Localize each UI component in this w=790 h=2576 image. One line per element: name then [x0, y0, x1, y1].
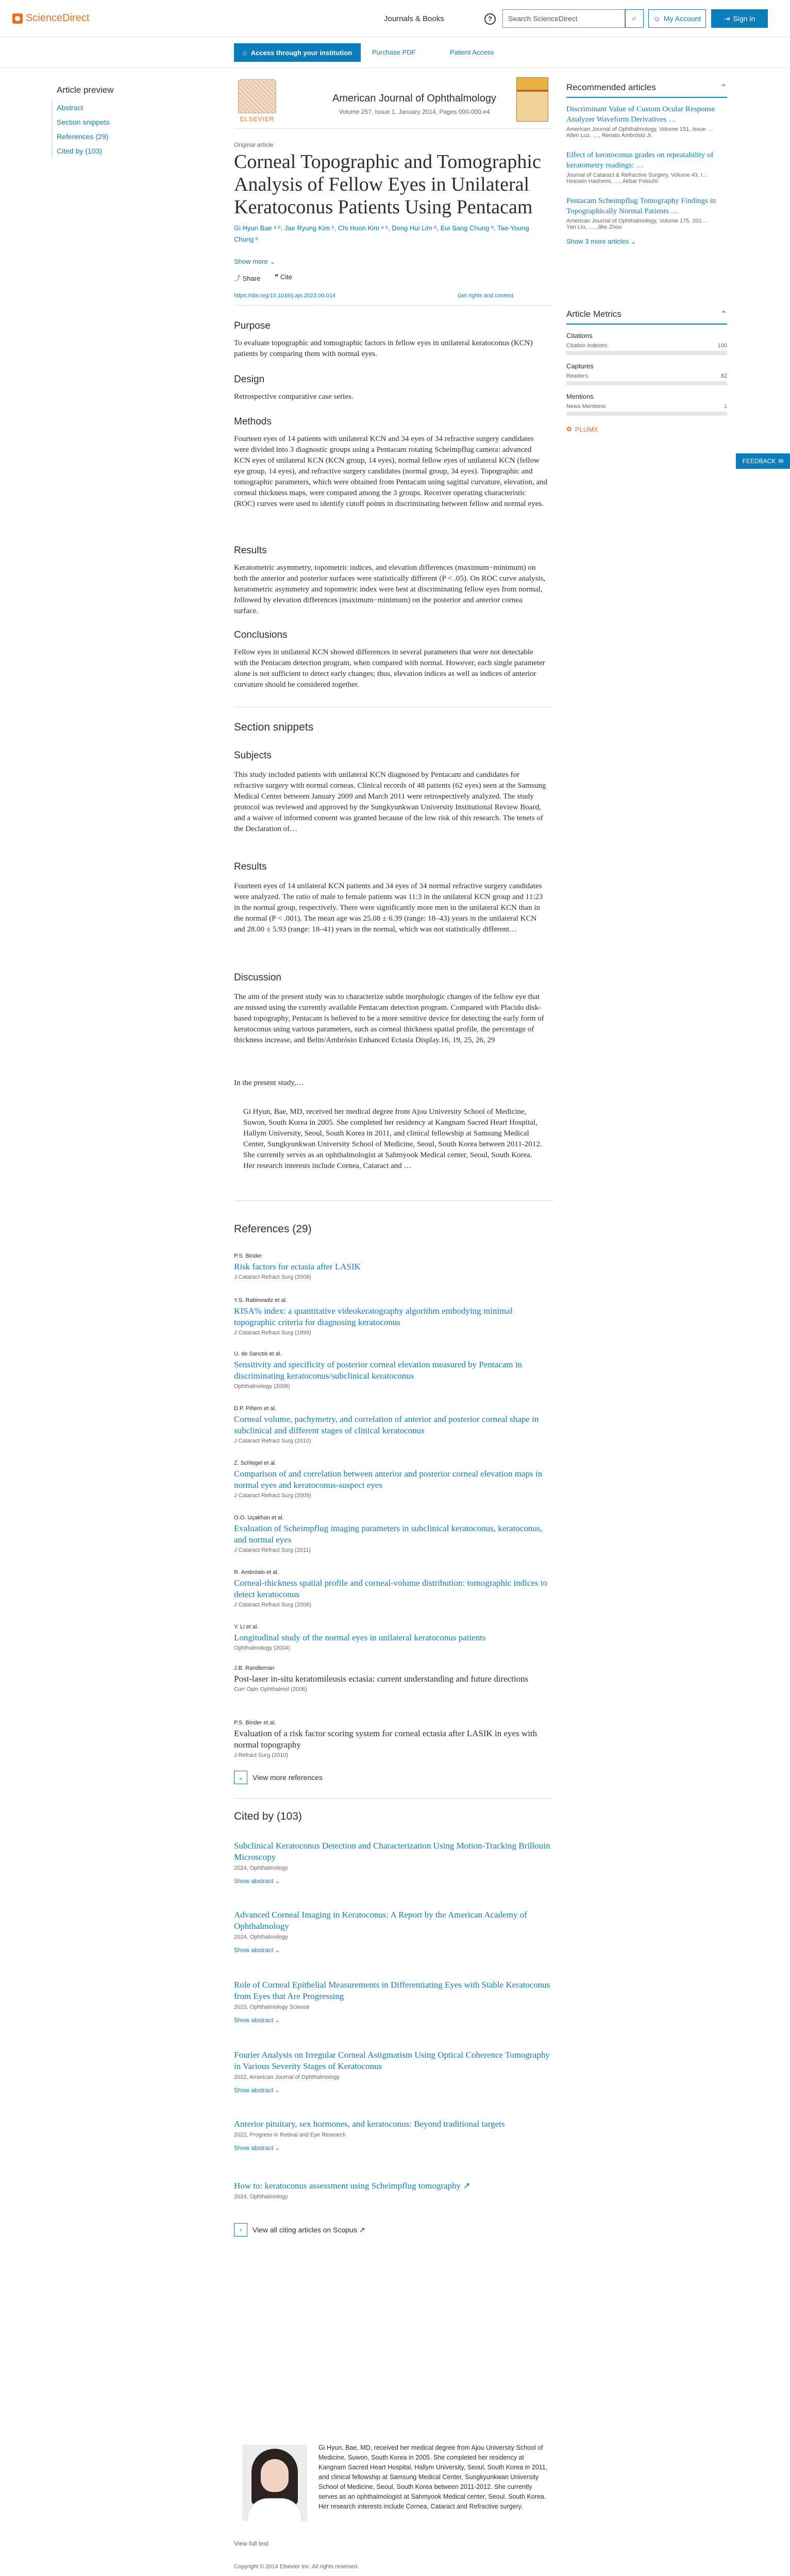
- metric-row: [566, 403, 727, 410]
- reference-title[interactable]: Longitudinal study of the normal eyes in unilateral keratoconus patients: [234, 1633, 486, 1642]
- show-abstract-label: Show abstract: [234, 2144, 274, 2151]
- methods-text: Fourteen eyes of 14 patients with unilateral KCN and 34 eyes of 34 refractive surgery candidates were divided into 3 diagnostic groups using a Pentacam rotating Scheimpflug camera: advanced KCN eyes of unilateral KCN (KCN group, 14 eyes), normal fellow eyes of unilateral KCN (fellow eye group, 14 eyes), and refractive surgery candidates (normal group, 34 eyes). Topographic and tomographic parameters, which were obtained from Pentacam using sagittal curvature, elevation, and corneal thickness maps, were compared among the 3 groups. Receiver operating characteristic (ROC) curves were used to identify cutoff points in discriminating between fellow and normal eyes.: [234, 435, 548, 508]
- citing-title[interactable]: Fourier Analysis on Irregular Corneal Astigmatism Using Optical Coherence Tomography in Various Severity Stages of Keratoconus: [234, 2050, 550, 2071]
- journal-banner: [234, 77, 553, 129]
- show-more-articles-label: Show 3 more articles: [566, 238, 629, 245]
- citing-article: [234, 1840, 553, 1885]
- purchase-pdf-link[interactable]: Purchase PDF: [372, 48, 416, 56]
- journal-volume[interactable]: Volume 257, Issue 1, January 2014, Pages 000-000.e4: [339, 108, 490, 115]
- citing-title[interactable]: Subclinical Keratoconus Detection and Characterization Using Motion-Tracking Brillouin Microscopy: [234, 1841, 550, 1862]
- top-bar: [0, 0, 790, 37]
- divider: [234, 305, 553, 306]
- citing-article: [234, 2180, 553, 2200]
- reference-source: J Cataract Refract Surg (1999): [234, 1330, 311, 1336]
- citing-article: [234, 1909, 553, 1954]
- citing-source: 2024, Ophthalmology: [234, 1865, 288, 1871]
- reference-title: Post-laser in-situ keratomileusis ectasia: current understanding and future directions: [234, 1674, 529, 1684]
- recommended-item: [566, 150, 727, 184]
- results-heading: Results: [234, 545, 267, 556]
- chevron-down-icon: ⌄: [275, 2144, 280, 2151]
- citing-title[interactable]: Anterior pituitary, sex hormones, and keratoconus: Beyond traditional targets: [234, 2119, 505, 2129]
- recommended-heading: Recommended articles: [566, 82, 656, 92]
- plumx-label: PLUMX: [575, 425, 598, 433]
- citing-article: [234, 2049, 553, 2094]
- reference-source: J Cataract Refract Surg (2006): [234, 1602, 311, 1608]
- citing-title[interactable]: How to: keratoconus assessment using Scheimpflug tomography ↗: [234, 2181, 470, 2191]
- reference-authors: D.P. Piñero et al.: [234, 1405, 276, 1412]
- metric-label: Readers:: [566, 373, 590, 379]
- show-abstract-button[interactable]: [234, 2087, 553, 2094]
- reference-authors: J.B. Randleman: [234, 1665, 275, 1671]
- results-text: Keratometric asymmetry, topometric indices, and elevation differences (maximum−minimum) on both the anterior and posterior surfaces were statistically different (P < .05). On ROC curve analysis, keratometric asymmetry and topometric index were best at discriminating fellow eyes from normal, followed by elevation differences (maximum−minimum) on the posterior and anterior cornea surface.: [234, 564, 546, 615]
- subjects-heading: Subjects: [234, 750, 272, 761]
- chevron-down-icon: ⌄: [275, 2016, 280, 2024]
- chat-icon: ✉: [778, 457, 784, 465]
- show-abstract-label: Show abstract: [234, 1877, 274, 1885]
- citing-source: 2024, Ophthalmology: [234, 1934, 288, 1940]
- outline-item-references[interactable]: References (29): [57, 132, 109, 141]
- recommended-title[interactable]: Discriminant Value of Custom Ocular Response Analyzer Waveform Derivatives …: [566, 105, 715, 124]
- metric-category: Citations: [566, 332, 593, 340]
- elsevier-tree-icon: [238, 79, 276, 113]
- metrics-panel: [566, 309, 727, 433]
- metrics-header[interactable]: [566, 309, 727, 325]
- sign-in-icon: ⇥: [724, 14, 730, 23]
- metric-row: [566, 373, 727, 379]
- show-abstract-label: Show abstract: [234, 1946, 274, 1954]
- recommended-source: American Journal of Ophthalmology, Volume 175, 201…: [566, 218, 708, 224]
- methods-heading: Methods: [234, 416, 272, 427]
- view-all-citing-button[interactable]: [234, 2223, 365, 2237]
- metric-value: 82: [720, 373, 727, 379]
- show-abstract-button[interactable]: [234, 1877, 553, 1885]
- plumx-logo[interactable]: [566, 425, 727, 433]
- show-more-button[interactable]: [234, 258, 275, 266]
- chevron-right-icon: ›: [234, 2223, 247, 2236]
- reference-item: [234, 1624, 553, 1651]
- plumx-icon: ✿: [566, 425, 572, 433]
- chevron-down-icon: ⌄: [234, 1771, 247, 1784]
- recommended-authors: Allen Luz, …, Renato Ambrósio Jr.: [566, 132, 653, 139]
- share-button[interactable]: [234, 273, 260, 283]
- reference-source: J Cataract Refract Surg (2008): [234, 1274, 311, 1280]
- reference-authors: Y. Li et al.: [234, 1624, 259, 1630]
- photo-face: [261, 2459, 289, 2492]
- my-account-button[interactable]: [648, 9, 706, 28]
- recommended-source: American Journal of Ophthalmology, Volume 151, Issue …: [566, 126, 713, 132]
- conclusions-text: Fellow eyes in unilateral KCN showed differences in several parameters that were not detectable with the Pentacam detection program, when compared with normal. However, each single parameter alone is not sufficient to detect early changes; thus, elevation indices as well as indices of anterior curvature should be considered together.: [234, 648, 545, 689]
- article-title: Corneal Topographic and Tomographic Analysis of Fellow Eyes in Unilateral Keratoconus Patients Using Pentacam: [234, 151, 541, 218]
- show-more-articles-button[interactable]: [566, 238, 727, 246]
- results2-text: Fourteen eyes of 14 unilateral KCN patients and 34 eyes of 34 normal refractive surgery candidates were analyzed. The ratio of male to female patients was 11:3 in the unilateral KCN group and 11:23 in the normal group, respectively. There were significantly more men in the unilateral KCN than in the normal (P < .001). The mean age was 25.08 ± 6.39 (range: 18–43) years in the unilateral KCN and 28.00 ± 5.93 (range: 18–41) years in the normal, which was not statistically different…: [234, 882, 543, 934]
- recommended-authors: Yan Liu, …, Jike Zhou: [566, 224, 622, 230]
- recommended-title[interactable]: Effect of keratoconus grades on repeatability of keratometry readings: …: [566, 151, 714, 170]
- references-heading: References (29): [234, 1223, 312, 1235]
- author-list[interactable]: Gi Hyun Bae ᵃ ᵇ, Jae Ryung Kim ᵇ, Chi Hoon Kim ᵃ ᵇ, Dong Hui Lim ᵇ, Eui Sang Chung ᵇ, Tae-Young Chung ᵇ: [234, 224, 529, 243]
- reference-item: [234, 1569, 553, 1608]
- access-institution-button[interactable]: [234, 43, 361, 62]
- metric-label: News Mentions:: [566, 403, 607, 410]
- publisher-name: ELSEVIER: [240, 115, 275, 123]
- outline-item-abstract[interactable]: Abstract: [57, 104, 83, 112]
- reference-item: [234, 1297, 553, 1336]
- metrics-heading: Article Metrics: [566, 309, 621, 319]
- sign-in-label: Sign in: [733, 14, 755, 23]
- recommended-panel: [566, 82, 727, 246]
- outline-heading: Article preview: [57, 85, 114, 95]
- cite-label: Cite: [280, 273, 293, 281]
- reference-item: [234, 1253, 553, 1280]
- show-abstract-label: Show abstract: [234, 2087, 274, 2094]
- metric-label: Citation Indexes:: [566, 343, 609, 349]
- outline-item-cited-by[interactable]: Cited by (103): [57, 147, 102, 155]
- reference-item: [234, 1351, 553, 1389]
- journal-cover-image[interactable]: [516, 77, 548, 122]
- recommended-item: [566, 196, 727, 230]
- feedback-label: FEEDBACK: [742, 457, 776, 465]
- cite-button[interactable]: [275, 273, 292, 283]
- reference-item: [234, 1665, 553, 1692]
- show-more-label: Show more: [234, 258, 268, 265]
- cited-by-heading: Cited by (103): [234, 1810, 302, 1822]
- metric-category: Captures: [566, 362, 594, 370]
- nav-journals-books[interactable]: Journals & Books: [384, 14, 444, 23]
- reference-authors: P.S. Binder: [234, 1253, 262, 1259]
- citing-source: 2022, American Journal of Ophthalmology: [234, 2074, 340, 2080]
- citing-article: [234, 1979, 553, 2024]
- reference-source: J Refract Surg (2010): [234, 1752, 289, 1758]
- sciencedirect-logo-icon: [12, 13, 23, 24]
- discussion-heading: Discussion: [234, 972, 281, 983]
- conclusions-heading: Conclusions: [234, 630, 288, 640]
- reference-source: Ophthalmology (2004): [234, 1645, 290, 1651]
- reference-title[interactable]: Comparison of and correlation between anterior and posterior corneal elevation maps in normal eyes and keratoconus-suspect eyes: [234, 1469, 543, 1490]
- recommended-title[interactable]: Pentacam Scheimpflug Tomography Findings in Topographically Normal Patients …: [566, 197, 716, 215]
- recommended-header[interactable]: [566, 82, 727, 98]
- sciencedirect-logo[interactable]: [12, 12, 89, 24]
- article-outline: [57, 85, 160, 161]
- institution-icon: ⌂: [242, 48, 247, 57]
- reference-authors: R. Ambrósio et al.: [234, 1569, 279, 1575]
- recommended-source: Journal of Cataract & Refractive Surgery, Volume 43, I…: [566, 172, 708, 178]
- reference-source: J Cataract Refract Surg (2009): [234, 1493, 311, 1499]
- elsevier-logo[interactable]: [234, 77, 280, 125]
- reference-source: Ophthalmology (2008): [234, 1383, 290, 1389]
- metric-bar: [566, 381, 727, 385]
- reference-item: [234, 1405, 553, 1444]
- citing-article: [234, 2119, 553, 2151]
- metric-value: 1: [724, 403, 727, 410]
- chevron-down-icon: ⌄: [270, 258, 276, 265]
- outline-rail: [52, 100, 53, 157]
- discussion-text: The aim of the present study was to characterize subtle morphologic changes of the fellow eye that are missed using the currently available Pentacam detection program. Compared with Placido disk-based topography, Pentacam is believed to be a more sensitive device for detecting the early form of keratoconus using various parameters, such as corneal thickness spatial profile, the percentage of thickness increase, and Belin/Ambrósio Enhanced Ectasia Display.16, 19, 25, 26, 29: [234, 993, 544, 1044]
- citing-title[interactable]: Role of Corneal Epithelial Measurements in Differentiating Eyes with Stable Keratoconus from Eyes that Are Progressing: [234, 1980, 550, 2001]
- share-label: Share: [242, 275, 261, 282]
- reference-title[interactable]: Risk factors for ectasia after LASIK: [234, 1262, 361, 1272]
- show-abstract-button[interactable]: [234, 2144, 553, 2151]
- user-icon: ☺: [653, 14, 661, 23]
- reference-authors: Y.S. Rabinowitz et al.: [234, 1297, 288, 1303]
- purpose-text: To evaluate topographic and tomographic factors in fellow eyes in unilateral keratoconus (KCN) patients by comparing them with normal eyes.: [234, 339, 533, 358]
- chevron-down-icon: ⌄: [275, 2087, 280, 2094]
- reference-title[interactable]: Sensitivity and specificity of posterior corneal elevation measured by Pentacam in discriminating keratoconus/subclinical keratoconus: [234, 1360, 522, 1381]
- metric-bar: [566, 351, 727, 355]
- design-heading: Design: [234, 374, 265, 385]
- citing-title[interactable]: Advanced Corneal Imaging in Keratoconus: A Report by the American Academy of Ophthalmology: [234, 1910, 527, 1931]
- top-nav: [384, 14, 444, 23]
- share-bar: [234, 273, 292, 283]
- metric-row: [566, 343, 727, 349]
- my-account-label: My Account: [663, 14, 701, 23]
- quote-icon: ❞: [275, 273, 279, 281]
- outline-item-snippets[interactable]: Section snippets: [57, 118, 110, 126]
- results2-heading: Results: [234, 861, 267, 872]
- search-button[interactable]: [625, 9, 644, 28]
- divider: [234, 1200, 553, 1201]
- recommended-item: [566, 104, 727, 139]
- show-abstract-button[interactable]: [234, 1946, 553, 1954]
- chevron-down-icon: ⌄: [275, 1877, 280, 1885]
- citing-source: 2023, Ophthalmology Science: [234, 2004, 310, 2010]
- reference-source: J Cataract Refract Surg (2010): [234, 1438, 311, 1444]
- patient-access-link[interactable]: Patient Access: [450, 48, 494, 56]
- reference-item: [234, 1460, 553, 1499]
- reference-item: [234, 1515, 553, 1553]
- bio-box-text: Gi Hyun, Bae, MD, received her medical degree from Ajou University School of Medicine, Suwon, South Korea in 2005. She completed her residency at Kangnam Sacred Heart Hospital, Hallym University, Seoul, South Korea in 2011, and clinical fellowship at Samsung Medical Center, Sungkyunkwan University School of Medicine, Seoul, South Korea between 2011-2012. She currently serves as an ophthalmologist at Sahmyook Medical center, Seoul, South Korea. Her research interests include Cornea, Cataract and …: [243, 1108, 542, 1170]
- copyright: Copyright © 2014 Elsevier Inc. All rights reserved.: [234, 2564, 359, 2570]
- sign-in-button[interactable]: [711, 9, 768, 28]
- metric-value: 100: [717, 343, 727, 349]
- snippets-heading: Section snippets: [234, 721, 314, 733]
- reference-title[interactable]: Corneal-thickness spatial profile and corneal-volume distribution: tomographic indices to detect keratoconus: [234, 1578, 548, 1599]
- share-icon: ⤴: [234, 275, 241, 282]
- reference-title[interactable]: KISA% index: a quantitative videokeratography algorithm embodying minimal topographic criteria for diagnosing keratoconus: [234, 1306, 513, 1327]
- reference-authors: O.O. Uçakhan et al.: [234, 1515, 284, 1521]
- design-text: Retrospective comparative case series.: [234, 393, 354, 401]
- view-more-label: View more references: [253, 1773, 323, 1782]
- metric-category: Mentions: [566, 393, 594, 400]
- search-input[interactable]: Search ScienceDirect: [502, 9, 625, 28]
- logo-text: ScienceDirect: [26, 12, 90, 24]
- help-icon[interactable]: ?: [484, 13, 496, 25]
- rights-link[interactable]: Get rights and content: [458, 293, 514, 299]
- citing-source: 2022, Progress in Retinal and Eye Research: [234, 2132, 346, 2138]
- reference-title: Evaluation of a risk factor scoring system for corneal ectasia after LASIK in eyes with normal topography: [234, 1728, 537, 1750]
- discussion-more: In the present study,…: [234, 1079, 304, 1087]
- article-type: Original article: [234, 141, 274, 148]
- reference-source: J Cataract Refract Surg (2011): [234, 1547, 311, 1553]
- reference-title[interactable]: Corneal volume, pachymetry, and correlation of anterior and posterior corneal shape in subclinical and different stages of clinical keratoconus: [234, 1414, 539, 1435]
- purpose-heading: Purpose: [234, 320, 271, 331]
- recommended-authors: Hossein Hashemi, …, Akbar Fotouhi: [566, 178, 658, 184]
- subjects-text: This study included patients with unilateral KCN diagnosed by Pentacam and candidates for refractive surgery with normal corneas. Clinical records of 48 patients (62 eyes) seen at the Samsung Medical Center between January 2009 and March 2011 were retrospectively analyzed. The study protocol was reviewed and approved by the Sungkyunkwan University Institutional Review Board, and a waiver of informed consent was granted because of the low risk of this research. The tenets of the Declaration of…: [234, 771, 546, 833]
- chevron-up-icon: ⌃: [720, 310, 727, 319]
- metric-bar: [566, 412, 727, 416]
- chevron-down-icon: ⌄: [275, 1946, 280, 1954]
- author-bio: Gi Hyun, Bae, MD, received her medical degree from Ajou University School of Medicine, Suwon, South Korea in 2005. She completed her residency at Kangnam Sacred Heart Hospital, Hallym University, Seoul, South Korea in 2011, and clinical fellowship at Samsung Medical Center, Sungkyunkwan University School of Medicine, Seoul, South Korea between 2011-2012. She currently serves as an ophthalmologist at Sahmyook Medical center, Seoul, South Korea. Her research interests include Cornea, Cataract and Refractive surgery.: [318, 2444, 548, 2510]
- reference-authors: P.S. Binder et al.: [234, 1720, 276, 1726]
- doi-link[interactable]: https://doi.org/10.1016/j.ajo.2023.00.014: [234, 293, 335, 299]
- citing-source: 2024, Ophthalmology: [234, 2194, 288, 2200]
- reference-title[interactable]: Evaluation of Scheimpflug imaging parameters in subclinical keratoconus, keratoconus, and normal eyes: [234, 1523, 543, 1545]
- divider: [234, 1798, 553, 1799]
- chevron-down-icon: ⌄: [631, 238, 636, 245]
- reference-item: [234, 1720, 553, 1758]
- reference-authors: Z. Schlegel et al.: [234, 1460, 276, 1466]
- view-more-references-button[interactable]: [234, 1770, 323, 1785]
- reference-source: Curr Opin Ophthalmol (2006): [234, 1686, 307, 1692]
- chevron-up-icon: ⌃: [720, 83, 727, 92]
- feedback-button[interactable]: [736, 453, 790, 469]
- show-abstract-label: Show abstract: [234, 2016, 274, 2024]
- access-label: Access through your institution: [250, 48, 352, 57]
- author-photo: [242, 2445, 307, 2521]
- show-abstract-button[interactable]: [234, 2016, 553, 2024]
- view-full-text-link[interactable]: View full text: [234, 2540, 269, 2547]
- journal-title[interactable]: American Journal of Ophthalmology: [332, 93, 496, 104]
- view-all-label: View all citing articles on Scopus ↗: [253, 2225, 365, 2234]
- search-icon: ⌕: [632, 14, 637, 23]
- reference-authors: U. de Sanctis et al.: [234, 1351, 282, 1357]
